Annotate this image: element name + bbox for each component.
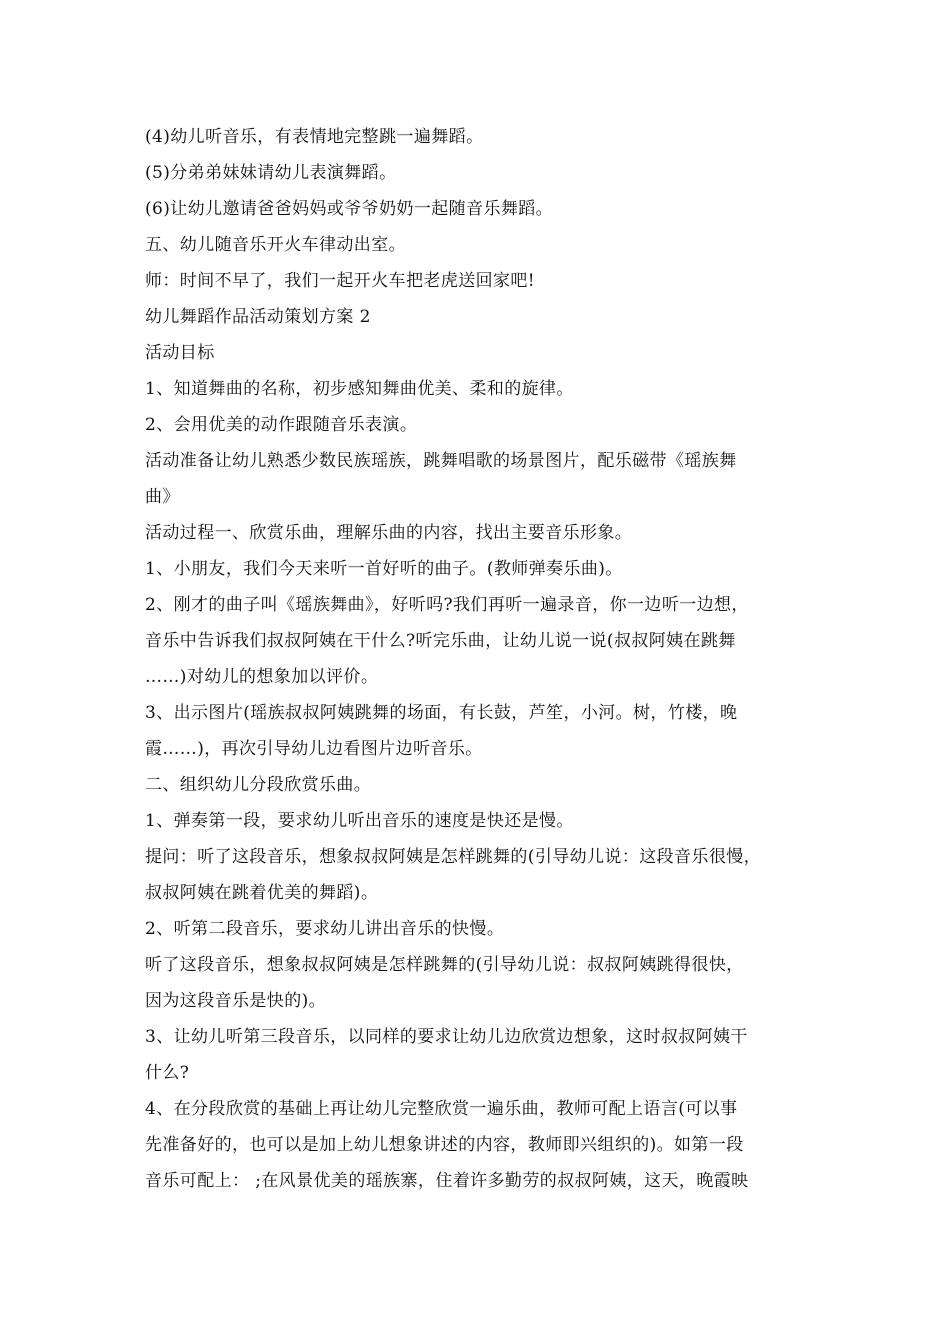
text-line: 提问：听了这段音乐，想象叔叔阿姨是怎样跳舞的(引导幼儿说：这段音乐很慢，	[145, 847, 762, 867]
text-line: 2、会用优美的动作跟随音乐表演。	[145, 415, 418, 435]
document-title: 幼儿舞蹈作品活动策划方案 2	[145, 307, 371, 327]
text-line: 音乐可配上： ;在风景优美的瑶族寨，住着许多勤劳的叔叔阿姨，这天，晚霞映	[145, 1171, 749, 1191]
text-line: 4、在分段欣赏的基础上再让幼儿完整欣赏一遍乐曲，教师可配上语言(可以事	[145, 1099, 738, 1119]
section-heading: 活动目标	[145, 343, 215, 363]
text-line: 2、刚才的曲子叫《瑶族舞曲》，好听吗?我们再听一遍录音，你一边听一边想，	[145, 595, 749, 615]
text-line: 师：时间不早了，我们一起开火车把老虎送回家吧!	[145, 271, 536, 291]
text-line: 3、出示图片(瑶族叔叔阿姨跳舞的场面，有长鼓，芦笙，小河。树，竹楼，晚	[145, 703, 738, 723]
text-line: 2、听第二段音乐，要求幼儿讲出音乐的快慢。	[145, 919, 505, 939]
text-line: 先准备好的，也可以是加上幼儿想象讲述的内容，教师即兴组织的)。如第一段	[145, 1135, 744, 1155]
text-line: (4)幼儿听音乐，有表情地完整跳一遍舞蹈。	[145, 127, 484, 147]
text-line: 1、弹奏第一段，要求幼儿听出音乐的速度是快还是慢。	[145, 811, 574, 831]
text-line: 叔叔阿姨在跳着优美的舞蹈)。	[145, 883, 379, 903]
text-line: 3、让幼儿听第三段音乐，以同样的要求让幼儿边欣赏边想象，这时叔叔阿姨干	[145, 1027, 748, 1047]
text-line: 活动准备让幼儿熟悉少数民族瑶族，跳舞唱歌的场景图片，配乐磁带《瑶族舞	[145, 451, 737, 471]
text-line: 1、知道舞曲的名称，初步感知舞曲优美、柔和的旋律。	[145, 379, 574, 399]
text-line: 什么?	[145, 1063, 190, 1083]
text-line: (5)分弟弟妹妹请幼儿表演舞蹈。	[145, 163, 397, 183]
text-line: 活动过程一、欣赏乐曲，理解乐曲的内容，找出主要音乐形象。	[145, 523, 633, 543]
section-heading: 五、幼儿随音乐开火车律动出室。	[145, 235, 406, 255]
text-line: 1、小朋友，我们今天来听一首好听的曲子。(教师弹奏乐曲)。	[145, 559, 623, 579]
text-line: 因为这段音乐是快的)。	[145, 991, 327, 1011]
text-line: ……)对幼儿的想象加以评价。	[145, 667, 379, 687]
text-line: 音乐中告诉我们叔叔阿姨在干什么?听完乐曲，让幼儿说一说(叔叔阿姨在跳舞	[145, 631, 736, 651]
section-heading: 二、组织幼儿分段欣赏乐曲。	[145, 775, 372, 795]
document-body	[145, 119, 825, 1199]
text-line: 霞……)，再次引导幼儿边看图片边听音乐。	[145, 739, 483, 759]
text-line: (6)让幼儿邀请爸爸妈妈或爷爷奶奶一起随音乐舞蹈。	[145, 199, 554, 219]
text-line: 曲》	[145, 487, 180, 507]
text-line: 听了这段音乐，想象叔叔阿姨是怎样跳舞的(引导幼儿说：叔叔阿姨跳得很快，	[145, 955, 744, 975]
